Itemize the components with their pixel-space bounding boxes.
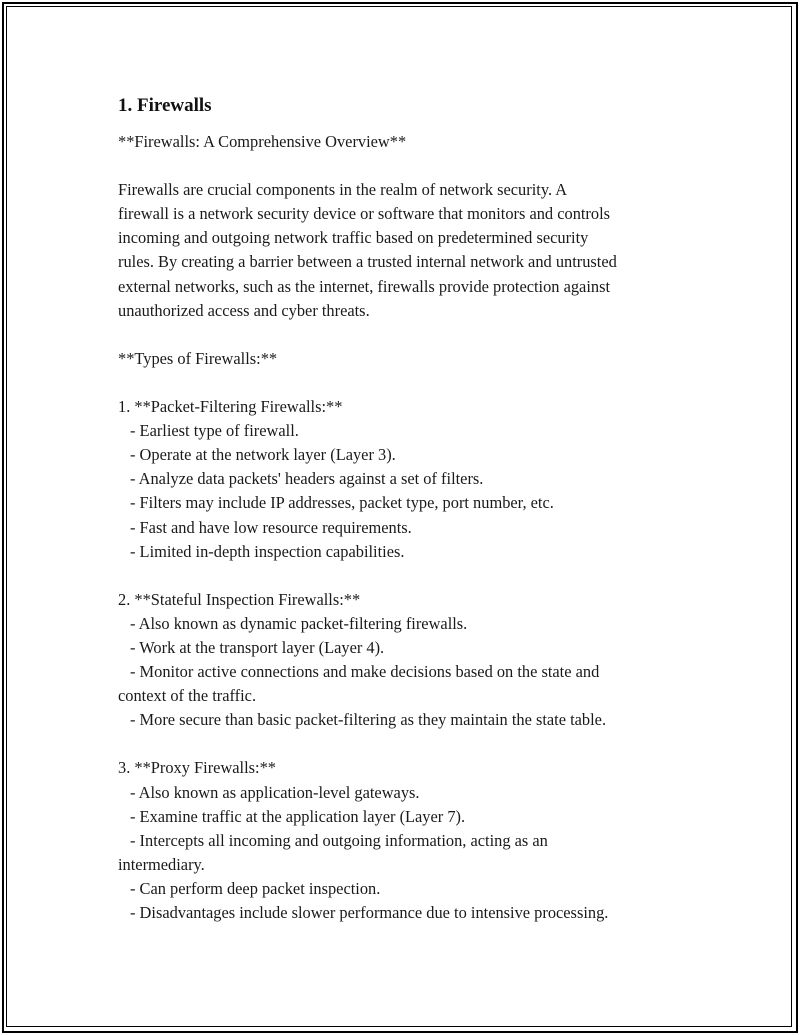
list-item: - Limited in-depth inspection capabilities. (130, 541, 405, 561)
blank-line (118, 564, 688, 588)
firewall-type-proxy (118, 756, 688, 925)
section-heading: 1. Firewalls (118, 95, 212, 116)
firewall-type-title: 2. **Stateful Inspection Firewalls:** (118, 589, 361, 609)
intro-paragraph (118, 178, 688, 323)
firewall-type-packet-filtering (118, 395, 688, 564)
firewall-type-stateful-inspection (118, 588, 688, 733)
blank-line (118, 154, 688, 178)
list-item: - Earliest type of firewall. (130, 421, 299, 441)
types-heading: **Types of Firewalls:** (118, 348, 278, 368)
list-item: - Can perform deep packet inspection. (130, 878, 381, 898)
list-item: - Filters may include IP addresses, packet type, port number, etc. (130, 493, 554, 513)
list-item: - Disadvantages include slower performance due to intensive processing. (130, 903, 609, 922)
list-item: - More secure than basic packet-filtering as they maintain the state table. (130, 710, 607, 730)
list-item-continuation: intermediary. (118, 854, 205, 874)
list-item: - Monitor active connections and make decisions based on the state and (130, 662, 600, 682)
list-item-continuation: context of the traffic. (118, 686, 257, 706)
intro-line: unauthorized access and cyber threats. (118, 300, 370, 320)
firewall-type-title: 1. **Packet-Filtering Firewalls:** (118, 397, 343, 417)
intro-line: incoming and outgoing network traffic based on predetermined security (118, 228, 589, 248)
intro-line: firewall is a network security device or software that monitors and controls (118, 204, 611, 224)
list-item: - Fast and have low resource requirements. (130, 517, 412, 537)
blank-line (118, 732, 688, 756)
list-item: - Analyze data packets' headers against a set of filters. (130, 469, 484, 489)
intro-line: external networks, such as the internet, firewalls provide protection against (118, 276, 611, 296)
firewall-type-title: 3. **Proxy Firewalls:** (118, 758, 276, 778)
list-item: - Examine traffic at the application layer (Layer 7). (130, 806, 466, 826)
blank-line (118, 323, 688, 347)
list-item: - Also known as dynamic packet-filtering firewalls. (130, 613, 468, 633)
list-item: - Also known as application-level gateways. (130, 782, 420, 802)
intro-line: Firewalls are crucial components in the realm of network security. A (118, 180, 568, 200)
intro-line: rules. By creating a barrier between a trusted internal network and untrusted (118, 252, 617, 272)
document-body (118, 94, 688, 925)
list-item: - Work at the transport layer (Layer 4). (130, 637, 385, 657)
document-subtitle: **Firewalls: A Comprehensive Overview** (118, 132, 407, 151)
list-item: - Intercepts all incoming and outgoing information, acting as an (130, 830, 548, 850)
list-item: - Operate at the network layer (Layer 3). (130, 445, 396, 465)
blank-line (118, 371, 688, 395)
